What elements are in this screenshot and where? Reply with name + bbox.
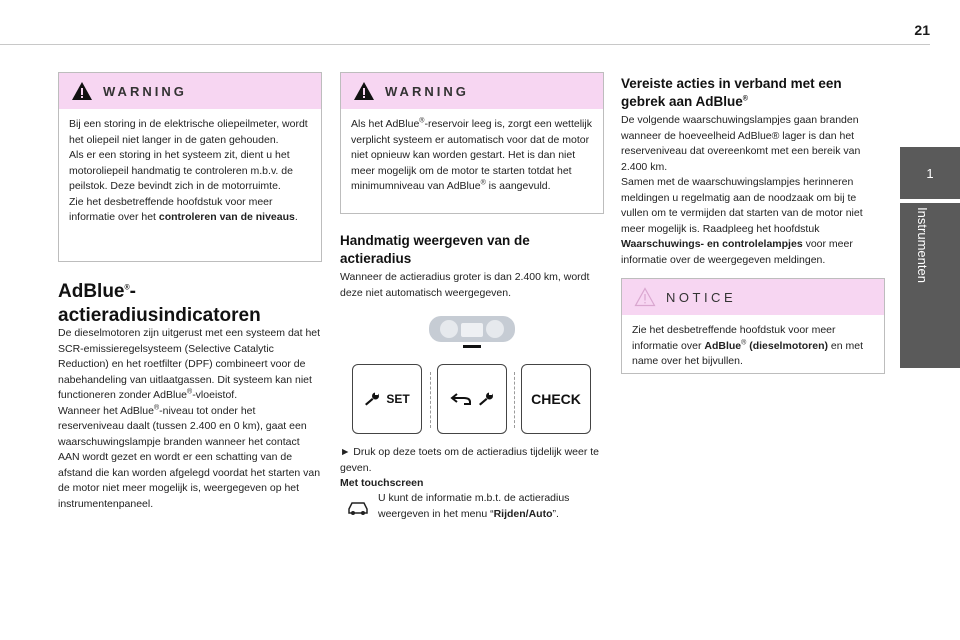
key-instruction: ► Druk op deze toets om de actieradius tijdelijk weer te geven. — [340, 446, 600, 474]
touchscreen-text — [378, 491, 604, 522]
warning-paragraph: Als er een storing in het systeem zit, dient u het motoroliepeil handmatig te controleren m.b.v. de peilstok. Deze bevindt zich in de motorruimte. — [69, 149, 293, 192]
section-heading-adblue — [58, 280, 322, 328]
heading-run: actieradiusindicatoren — [58, 305, 261, 326]
heading-run: AdBlue — [58, 281, 125, 302]
adblue-text — [58, 326, 322, 512]
warning-paragraph — [351, 117, 593, 195]
touchscreen-heading: Met touchscreen — [340, 477, 424, 489]
text-run: Wanneer het AdBlue — [58, 404, 154, 417]
registered-mark: ® — [480, 179, 486, 187]
notice-title: NOTICE — [666, 289, 737, 305]
registered-mark: ® — [124, 284, 130, 292]
text-run: voor meer informatie over de weergegeven meldingen. — [621, 238, 853, 266]
registered-mark: ® — [187, 388, 193, 396]
text-run: ”. — [552, 507, 559, 520]
warning-box-header — [59, 73, 321, 109]
text-run: U kunt de informatie m.b.t. de actieradius weergeven in het menu “ — [378, 492, 570, 520]
top-rule — [0, 44, 930, 45]
bold-link-text: Waarschuwings- en controlelampjes — [621, 238, 803, 250]
body-paragraph — [58, 326, 322, 404]
warning-title: WARNING — [103, 83, 187, 99]
set-key-label: SET — [386, 392, 410, 406]
text-run: De dieselmotoren zijn uitgerust met een systeem dat het SCR-emissieregelsysteem (Selective Catalytic Reduction) en het roetfilter (DPF) combineert voor de nabehandeling van uitlaatgassen. Dit systeem kan niet functioneren zonder AdBlue — [58, 327, 321, 401]
text-run: . — [294, 211, 298, 223]
warning-box-adblue — [340, 72, 604, 214]
section-heading-required-actions — [621, 75, 885, 111]
chapter-tab[interactable] — [900, 203, 960, 368]
notice-body — [622, 315, 884, 378]
heading-run: Vereiste acties in verband met een gebrek aan AdBlue — [621, 76, 842, 109]
body-paragraph — [621, 175, 885, 268]
bold-text: (dieselmotoren) — [746, 339, 828, 352]
warning-body — [341, 109, 603, 203]
text-run: en met name over het bijvullen. — [632, 339, 864, 367]
warning-triangle-icon — [71, 81, 93, 101]
key-separator — [514, 372, 515, 428]
registered-mark: ® — [419, 117, 425, 125]
warning-body — [59, 109, 321, 234]
notice-paragraph — [632, 323, 874, 370]
set-key[interactable] — [352, 364, 422, 434]
text-run: Zie het desbetreffende hoofdstuk voor meer informatie over — [632, 324, 836, 352]
check-key[interactable] — [521, 364, 591, 434]
body-paragraph — [58, 404, 322, 513]
warning-triangle-icon — [353, 81, 375, 101]
text-run: -reservoir leeg is, zorgt een wettelijk verplicht systeem er automatisch voor dat de motor niet opnieuw kan worden gestart. Het is dan niet meer mogelijk om de motor te starten totdat het minimumniveau van AdBlue — [351, 118, 592, 192]
bold-text: AdBlue — [704, 339, 742, 352]
text-run: Zie het desbetreffende hoofdstuk voor meer informatie over het — [69, 195, 273, 223]
warning-box-header — [341, 73, 603, 109]
wrench-icon — [478, 392, 494, 406]
car-icon — [346, 500, 370, 516]
notice-triangle-icon — [634, 287, 656, 307]
text-run: -niveau tot onder het reserveniveau daalt (tussen 2.400 en 0 km), gaat een waarschuwingslampje branden wanneer het contact AAN wordt gezet en wordt er een schatting van de afstand die kan worden afgelegd voordat het starten van de motor niet meer mogelijk is, weergegeven op het instrumentenpaneel. — [58, 404, 321, 510]
chapter-tab-label: Instrumenten — [915, 207, 930, 283]
body-paragraph: De volgende waarschuwingslampjes gaan branden wanneer de hoeveelheid AdBlue® lager is dan het reserveniveau dat overeenkomt met een bereik van 2.400 km. — [621, 114, 861, 173]
notice-box-header — [622, 279, 884, 315]
menu-name: Rijden/Auto — [493, 507, 553, 520]
key-separator — [430, 372, 431, 428]
back-wrench-key[interactable] — [437, 364, 507, 434]
chapter-tab-number[interactable]: 1 — [900, 147, 960, 199]
warning-paragraph — [69, 195, 311, 226]
heading-run: - — [129, 281, 136, 302]
manual-text: Wanneer de actieradius groter is dan 2.400 km, wordt deze niet automatisch weergegeven. — [340, 271, 590, 299]
warning-paragraph: Bij een storing in de elektrische oliepeilmeter, wordt het oliepeil niet langer in de gaten gehouden. — [69, 118, 308, 146]
registered-mark: ® — [153, 404, 160, 411]
warning-box-oil — [58, 72, 322, 262]
wrench-icon — [364, 392, 380, 406]
registered-mark: ® — [741, 339, 747, 346]
text-run: Samen met de waarschuwingslampjes herinneren meldingen u regelmatig aan de noodzaak om bij te vullen om te vermijden dat starten van de motor niet meer mogelijk is. Raadpleeg het hoofdstuk — [621, 176, 863, 235]
page-number: 21 — [914, 22, 930, 38]
text-run: is aangevuld. — [485, 180, 551, 192]
bold-link-text: controleren van de niveaus — [158, 211, 295, 223]
return-arrow-icon — [450, 392, 472, 406]
text-run: -vloeistof. — [192, 389, 238, 401]
text-run: Als het AdBlue — [351, 118, 420, 130]
required-text — [621, 113, 885, 268]
registered-mark: ® — [742, 95, 748, 103]
instrument-display-icon — [427, 314, 517, 352]
check-key-label: CHECK — [531, 391, 581, 407]
notice-box — [621, 278, 885, 374]
section-heading-manual: Handmatig weergeven van de actieradius — [340, 233, 530, 266]
warning-title: WARNING — [385, 83, 469, 99]
